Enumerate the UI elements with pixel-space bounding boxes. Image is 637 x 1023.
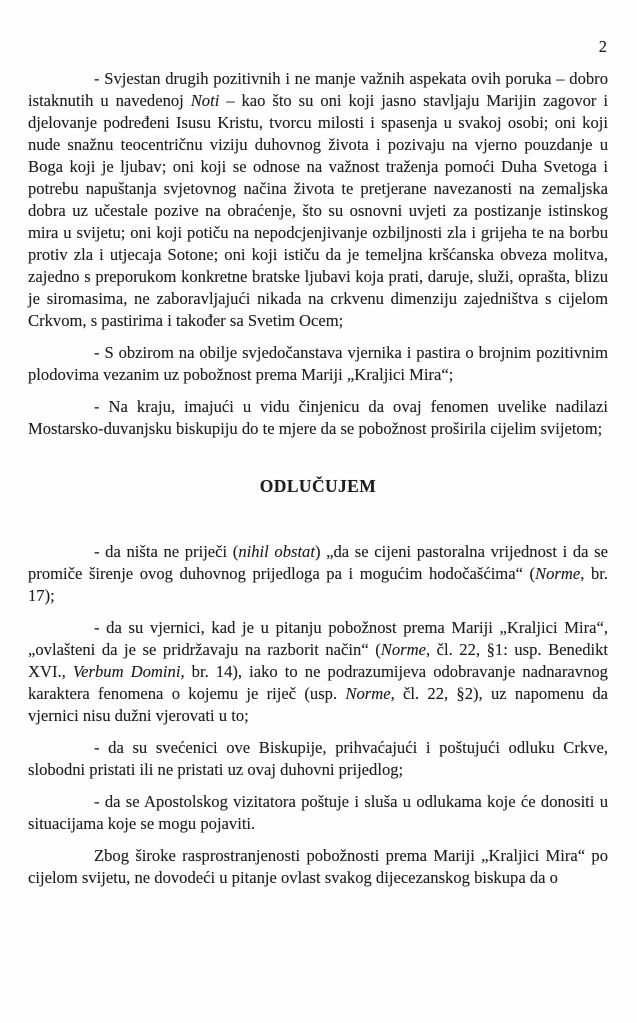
text-run: – kao što su oni koji jasno stavljaju Marijin zagovor i djelovanje podređeni Isusu Kristu, tvorcu milosti i spasenja u svakoj osobi; oni koji nude snažnu teocentričnu viziju duhovnog života i pozivaju na vjerno pouzdanje u Boga koji je ljubav; oni koji se odnose na važnost traženja pomoći Duha Svetoga i potrebu napuštanja svjetovnog načina života te pretjerane navezanosti na zemaljska dobra uz učestale pozive na obraćenje, što su osnovni uvjeti za postizanje istinskog mira u svijetu; oni koji potiču na nepodcjenjivanje ozbiljnosti zla i grijeha te na borbu protiv zla i utjecaja Sotone; oni koji ističu da je temeljna kršćanska obveza molitva, zajedno s preporukom konkretne bratske ljubavi koja prati, daruje, služi, oprašta, blizu je siromasima, ne zaboravljajući nikada na crkvenu dimenziju zajedništva s cijelom Crkvom, s pastirima i također sa Svetim Ocem;: [28, 91, 608, 330]
text-run: , br. 17);: [28, 564, 608, 605]
text-run: - da ništa ne priječi (: [94, 542, 239, 561]
text-run: - S obzirom na obilje svjedočanstava vjernika i pastira o brojnim pozitivnim plodovima vezanim uz pobožnost prema Mariji „Kraljici Mira“;: [28, 343, 608, 384]
paragraph: [28, 396, 608, 440]
text-run: - da se Apostolskog vizitatora poštuje i sluša u odlukama koje će donositi u situacijama koje se mogu pojaviti.: [28, 792, 608, 833]
text-run: , čl. 22, §1: usp. Benedikt XVI.,: [28, 640, 609, 681]
paragraph: [28, 541, 608, 607]
italic-text: Noti: [190, 91, 220, 110]
document-body: [0, 56, 637, 889]
text-run: ODLUČUJEM: [259, 476, 377, 496]
text-run: - da su vjernici, kad je u pitanju pobožnost prema Mariji „Kraljici Mira“, „ovlašteni da je se pridržavaju na razborit način“ (: [28, 618, 608, 659]
italic-text: nihil obstat: [238, 542, 315, 561]
paragraph: [28, 342, 608, 386]
section-heading: [28, 475, 608, 497]
italic-text: Norme: [345, 684, 391, 703]
text-run: - da su svećenici ove Biskupije, prihvaćajući i poštujući odluku Crkve, slobodni pristati ili ne pristati uz ovaj duhovni prijedlog;: [28, 738, 608, 779]
text-run: , čl. 22, §2), uz napomenu da vjernici nisu dužni vjerovati u to;: [28, 684, 609, 725]
italic-text: Verbum Domini: [72, 662, 181, 681]
paragraph: [28, 617, 608, 727]
text-run: - Svjestan drugih pozitivnih i ne manje važnih aspekata ovih poruka – dobro istaknutih u navedenoj: [28, 69, 608, 110]
paragraph: [28, 845, 608, 889]
paragraph: [28, 791, 608, 835]
italic-text: Norme: [380, 640, 426, 659]
text-run: Zbog široke rasprostranjenosti pobožnosti prema Mariji „Kraljici Mira“ po cijelom svijetu, ne dovodeći u pitanje ovlast svakog dijecezanskog biskupa da o: [28, 846, 608, 887]
page-number: 2: [598, 37, 607, 56]
paragraph: [28, 68, 608, 332]
text-run: , br. 14), iako to ne podrazumijeva odobravanje nadnaravnog karaktera fenomena o kojemu je riječ (usp.: [28, 662, 608, 703]
paragraph: [28, 737, 608, 781]
text-run: - Na kraju, imajući u vidu činjenicu da ovaj fenomen uvelike nadilazi Mostarsko-duvanjsku biskupiju do te mjere da se pobožnost proširila cijelim svijetom;: [28, 397, 608, 438]
italic-text: Norme: [535, 564, 581, 583]
text-run: ) „da se cijeni pastoralna vrijednost i da se promiče širenje ovog duhovnog prijedloga pa i mogućim hodočašćima“ (: [28, 542, 608, 583]
